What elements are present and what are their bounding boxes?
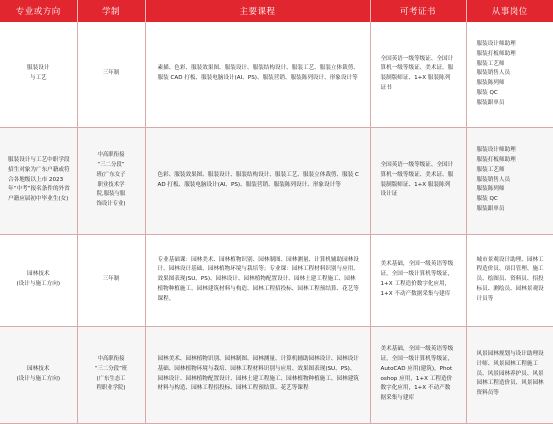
certs-cell: 全国英语一级等级证、全国计算机一级等级证、美术证、服装制版师证、1+X 服装陈列设计证: [370, 127, 466, 234]
header-courses: 主要课程: [145, 0, 370, 22]
certs-cell: 美术基础，全国一级英语等级证，全国一级计算机等级证，AutoCAD 应用(建筑)，Photoshop 应用，1+X 工程造价数字化应用，1+X 不动产数据采集与建库: [370, 326, 466, 423]
major-cell: 园林技术 (设计与施工方向): [0, 326, 77, 423]
courses-cell: 园林美术、园林植物识别、园林制图、园林测量、计算机辅助园林设计、园林设计基础、园林植物环境与栽培、园林工程材料识别与应用、效果图表现(SU、PS)、园林设计、园林植物配置设计、园林土建工程施工、园林植物种植施工、园林建筑材料与构造、园林工程招投标、园林工程预结算、花艺等课程: [145, 326, 370, 423]
jobs-cell: 风景园林规划与设计助理设计师、风景园林工程施工员、风景园林养护员、风景园林工程造价员、风景园林资料员等: [466, 326, 553, 423]
major-cell: 服装设计 与工艺: [0, 22, 77, 127]
major-cell: 园林技术 (设计与施工方向): [0, 234, 77, 326]
major-cell: 服装设计与工艺中职学段招生对象为广东户籍或符合各地级以上市 2023 年“中考”报名条件的外省户籍应届初中毕业生(女): [0, 127, 77, 234]
table-row: [0, 22, 553, 127]
system-cell: 三年制: [77, 22, 145, 127]
certs-cell: 美术基础，全国一级英语等级证，全国一级计算机等级证，1+X 工程造价数字化应用，1+X 不动产数据采集与建库: [370, 234, 466, 326]
certs-cell: 全国英语一级等级证、全国计算机一级等级证、美术证、服装制版师证、1+X 服装陈列证书: [370, 22, 466, 127]
system-cell: 中高职衔接 “三二分段” 班(广东女子 职业技术学 院,服装与服 饰设计专业): [77, 127, 145, 234]
header-jobs: 从事岗位: [466, 0, 553, 22]
jobs-cell: 城市景观设计助理、园林工程造价员、项目管理、施工员、绘图员、资料员、招投标员、测绘员、园林景观设计员等: [466, 234, 553, 326]
system-cell: 中高职衔接 “三二分段”班 (广东生态工 程职业学院): [77, 326, 145, 423]
table-row: [0, 234, 553, 326]
courses-cell: 素描、色彩、服装效果图、服装设计、服装结构设计、服装工艺、服装立体裁剪、服装 CAD 打板、服装电脑设计(AI、PS)、服装营销、服装陈列设计、形象设计等: [145, 22, 370, 127]
header-certs: 可考证书: [370, 0, 466, 22]
courses-cell: 专业基础课：园林美术、园林植物识别、园林制图、园林测量、计算机辅助园林设计、园林设计基础、园林植物环境与栽培等；专业课：园林工程材料识别与应用、效果图表现(SU、PS)、园林设计、园林植物配置设计、园林土建工程施工、园林植物种植施工、园林建筑材料与构造、园林工程招投标、园林工程预结算、花艺等课程。: [145, 234, 370, 326]
courses-cell: 色彩、服装效果图、服装设计、服装结构设计、服装工艺、服装立体裁剪、服装 CAD 打板、服装电脑设计(AI、PS)、服装营销、服装陈列设计、形象设计等: [145, 127, 370, 234]
header-system: 学制: [77, 0, 145, 22]
jobs-cell: 服装设计师助理 服装打板师助理 服装工艺师 服装销售人员 服装陈列师 服装 QC 服装跟单员: [466, 127, 553, 234]
table-row: [0, 326, 553, 423]
table-row: [0, 127, 553, 234]
system-cell: 三年制: [77, 234, 145, 326]
header-row: [0, 0, 553, 22]
jobs-cell: 服装设计师助理 服装打板师助理 服装工艺师 服装销售人员 服装陈列师 服装 QC 服装跟单员: [466, 22, 553, 127]
header-major: 专业或方向: [0, 0, 77, 22]
